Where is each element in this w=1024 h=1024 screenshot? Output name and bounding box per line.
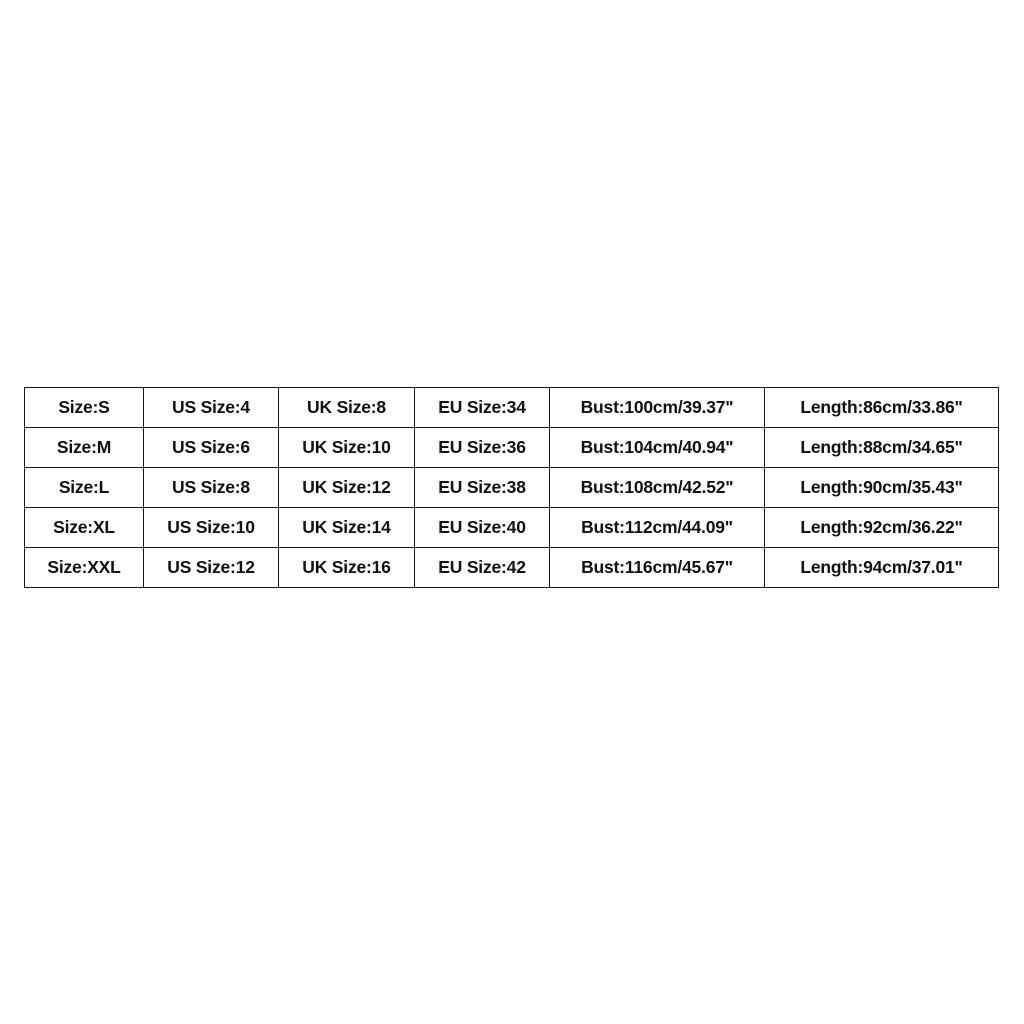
bust-cell: Bust:116cm/45.67" [550,548,765,588]
us-size-cell: US Size:4 [144,388,279,428]
us-size-cell: US Size:10 [144,508,279,548]
uk-size-cell: UK Size:12 [279,468,415,508]
size-cell: Size:S [25,388,144,428]
size-row-xxl [25,548,999,588]
eu-size-cell: EU Size:36 [415,428,550,468]
bust-cell: Bust:108cm/42.52" [550,468,765,508]
length-cell: Length:88cm/34.65" [765,428,999,468]
size-chart-table [24,387,999,588]
length-cell: Length:94cm/37.01" [765,548,999,588]
eu-size-cell: EU Size:42 [415,548,550,588]
size-cell: Size:M [25,428,144,468]
length-cell: Length:90cm/35.43" [765,468,999,508]
size-cell: Size:XL [25,508,144,548]
us-size-cell: US Size:8 [144,468,279,508]
length-cell: Length:86cm/33.86" [765,388,999,428]
bust-cell: Bust:104cm/40.94" [550,428,765,468]
uk-size-cell: UK Size:8 [279,388,415,428]
size-cell: Size:L [25,468,144,508]
uk-size-cell: UK Size:16 [279,548,415,588]
size-row-xl [25,508,999,548]
size-row-m [25,428,999,468]
length-cell: Length:92cm/36.22" [765,508,999,548]
us-size-cell: US Size:6 [144,428,279,468]
uk-size-cell: UK Size:14 [279,508,415,548]
bust-cell: Bust:100cm/39.37" [550,388,765,428]
size-row-l [25,468,999,508]
us-size-cell: US Size:12 [144,548,279,588]
size-row-s [25,388,999,428]
uk-size-cell: UK Size:10 [279,428,415,468]
eu-size-cell: EU Size:40 [415,508,550,548]
size-cell: Size:XXL [25,548,144,588]
eu-size-cell: EU Size:34 [415,388,550,428]
bust-cell: Bust:112cm/44.09" [550,508,765,548]
eu-size-cell: EU Size:38 [415,468,550,508]
size-chart [24,387,998,588]
